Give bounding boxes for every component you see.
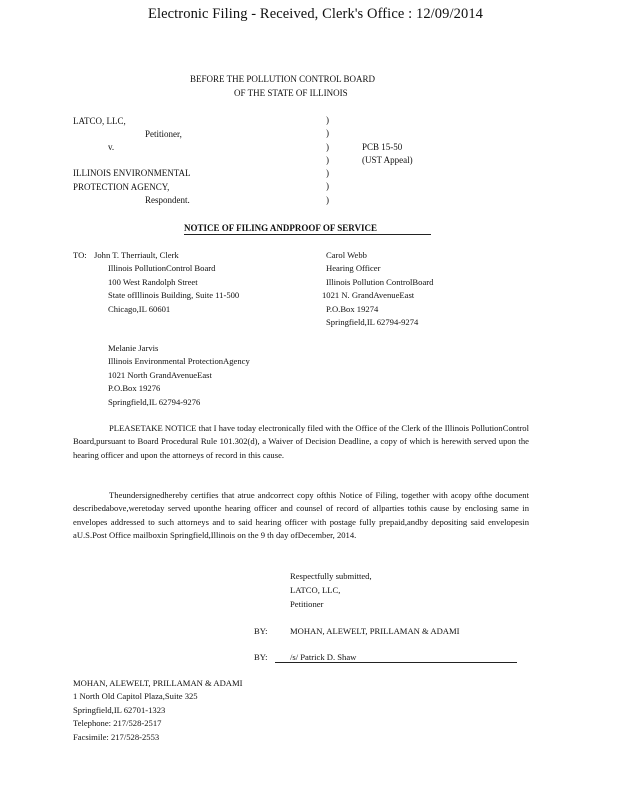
- notice-title-underline: [184, 234, 431, 235]
- case-type: (UST Appeal): [362, 155, 413, 165]
- electronic-signature: /s/ Patrick D. Shaw: [290, 652, 357, 662]
- case-number: PCB 15-50: [362, 142, 403, 152]
- clerk-line-5: Chicago,IL 60601: [108, 303, 171, 314]
- agency-line-3: 1021 North GrandAvenueEast: [108, 369, 212, 380]
- notice-title: NOTICE OF FILING ANDPROOF OF SERVICE: [184, 223, 377, 233]
- service-recipient-agency: [108, 342, 250, 409]
- clerk-line-2: Illinois PollutionControl Board: [108, 263, 216, 274]
- notice-paragraph: [73, 422, 529, 462]
- officer-line-1: Carol Webb: [326, 250, 367, 260]
- filing-stamp-header: Electronic Filing - Received, Clerk's Office : 12/09/2014: [148, 6, 484, 22]
- proof-of-service-text: Theundersignedhereby certifies that atrue andcorrect copy ofthis Notice of Filing, together with acopy ofthe document describedabove,weretoday served uponthe hearing officer and counsel of record of allparties tothis cause by enclosing same in envelopes addressed to such attorneys and to said hearing officer with postage fully prepaid,andby depositing said envelopesin aU.S.Post Office mailboxin Springfield,Illinois on the 9 th day ofDecember, 2014.: [73, 490, 529, 541]
- by-label-1: BY:: [254, 626, 268, 636]
- petitioner-role: Petitioner,: [145, 129, 182, 139]
- footer-firm-name: MOHAN, ALEWELT, PRILLAMAN & ADAMI: [73, 678, 243, 688]
- signature-closing: Respectfully submitted,: [290, 571, 372, 581]
- court-name-line-1: BEFORE THE POLLUTION CONTROL BOARD: [190, 74, 376, 84]
- service-recipient-hearing-officer: [322, 249, 434, 329]
- caption-parentheses: [326, 114, 329, 207]
- petitioner-name: LATCO, LLC,: [73, 116, 126, 126]
- clerk-line-3: 100 West Randolph Street: [108, 276, 198, 287]
- service-recipient-clerk: [94, 249, 239, 316]
- paren-3: ): [326, 141, 329, 152]
- agency-line-5: Springfield,IL 62794-9276: [108, 396, 201, 407]
- paren-7: ): [326, 194, 329, 205]
- agency-line-1: Melanie Jarvis: [108, 343, 159, 353]
- versus-label: v.: [108, 142, 115, 152]
- paren-5: ): [326, 168, 329, 179]
- clerk-line-1: John T. Therriault, Clerk: [94, 250, 179, 260]
- by-label-2: BY:: [254, 652, 268, 662]
- by-firm-name: MOHAN, ALEWELT, PRILLAMAN & ADAMI: [290, 626, 460, 636]
- footer-firm-telephone: Telephone: 217/528-2517: [73, 718, 162, 728]
- footer-firm-address: 1 North Old Capitol Plaza,Suite 325: [73, 691, 198, 701]
- officer-line-2: Hearing Officer: [326, 263, 381, 274]
- paren-2: ): [326, 128, 329, 139]
- footer-firm-facsimile: Facsimile: 217/528-2553: [73, 732, 160, 742]
- signature-role: Petitioner: [290, 599, 324, 609]
- agency-line-2: Illinois Environmental ProtectionAgency: [108, 356, 250, 367]
- proof-of-service-paragraph: [73, 489, 529, 543]
- officer-line-4: 1021 N. GrandAvenueEast: [322, 290, 415, 301]
- signature-line: [275, 662, 517, 663]
- signature-firm: LATCO, LLC,: [290, 585, 341, 595]
- officer-line-3: Illinois Pollution ControlBoard: [326, 276, 434, 287]
- to-label: TO:: [73, 250, 87, 260]
- paren-1: ): [326, 115, 329, 125]
- respondent-role: Respondent.: [145, 195, 190, 205]
- respondent-name-line-1: ILLINOIS ENVIRONMENTAL: [73, 168, 191, 178]
- notice-paragraph-text: PLEASETAKE NOTICE that I have today electronically filed with the Office of the Clerk of the Illinois PollutionControl Board,pursuant to Board Procedural Rule 101.302(d), a Waiver of Decision Deadline, a copy of which is herewith served upon the hearing officer and upon the attorneys of record in this cause.: [73, 423, 529, 460]
- respondent-name-line-2: PROTECTION AGENCY,: [73, 182, 170, 192]
- officer-line-6: Springfield,IL 62794-9274: [326, 317, 419, 328]
- officer-line-5: P.O.Box 19274: [326, 303, 379, 314]
- court-name-line-2: OF THE STATE OF ILLINOIS: [234, 88, 348, 98]
- paren-6: ): [326, 181, 329, 192]
- footer-firm-city: Springfield,IL 62701-1323: [73, 705, 166, 715]
- clerk-line-4: State ofIllinois Building, Suite 11-500: [108, 290, 240, 301]
- paren-4: ): [326, 154, 329, 165]
- agency-line-4: P.O.Box 19276: [108, 383, 161, 394]
